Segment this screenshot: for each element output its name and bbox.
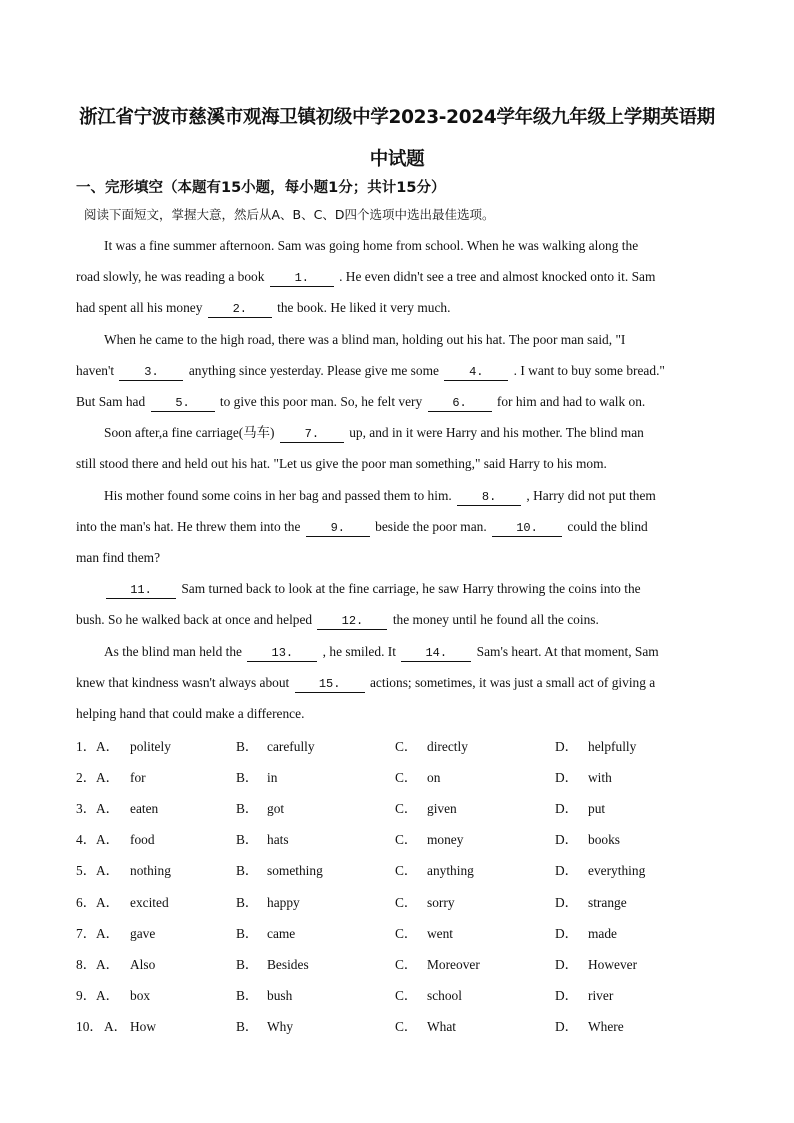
passage-text: actions; sometimes, it was just a small act of giving a	[366, 674, 656, 690]
option-letter-a: A．	[96, 987, 120, 1003]
answer-blank[interactable]: 8.	[457, 490, 521, 506]
option-letter-d: D．	[555, 832, 579, 848]
passage-line	[76, 704, 304, 724]
passage-text: Sam turned back to look at the fine carriage, he saw Harry throwing the coins into the	[178, 581, 641, 597]
option-letter-c: C．	[395, 739, 418, 754]
passage-line	[76, 454, 607, 474]
section-heading: 一、完形填空（本题有15小题，每小题1分；共计15分）	[76, 180, 446, 196]
answer-blank[interactable]: 12.	[317, 614, 387, 630]
passage-text: anything since yesterday. Please give me some	[185, 362, 443, 378]
option-b[interactable]: carefully	[267, 739, 315, 754]
option-letter-b: B．	[236, 1018, 259, 1034]
passage-text: . I want to buy some bread."	[510, 362, 665, 378]
passage-text: still stood there and held out his hat. "Let us give the poor man something," said Harry to his mom.	[76, 456, 607, 472]
question-row	[76, 985, 716, 1007]
option-a[interactable]: How	[130, 1018, 157, 1034]
passage-line	[76, 673, 655, 693]
passage-text: His mother found some coins in her bag and passed them to him.	[104, 487, 456, 503]
answer-blank[interactable]: 10.	[492, 521, 562, 537]
option-c[interactable]: money	[427, 832, 464, 848]
option-letter-d: D．	[555, 801, 579, 817]
question-row	[76, 923, 716, 945]
option-d[interactable]: river	[588, 987, 614, 1003]
answer-blank[interactable]: 14.	[401, 646, 471, 662]
option-a[interactable]: gave	[130, 925, 156, 941]
option-c[interactable]: given	[427, 801, 457, 817]
passage-line	[104, 579, 641, 599]
option-d[interactable]: books	[588, 832, 620, 848]
passage-line	[76, 610, 599, 630]
question-number: 9．	[76, 987, 97, 1003]
option-letter-b: B．	[236, 894, 259, 910]
passage-line	[76, 298, 450, 318]
option-letter-d: D．	[555, 739, 579, 754]
passage-text: , Harry did not put them	[523, 487, 656, 503]
question-number: 1．	[76, 739, 97, 754]
passage-text: into the man's hat. He threw them into the	[76, 518, 304, 534]
passage-text: beside the poor man.	[371, 518, 491, 534]
answer-blank[interactable]: 2.	[208, 302, 272, 318]
option-letter-a: A．	[96, 863, 120, 879]
option-d[interactable]: everything	[588, 863, 646, 879]
passage-text: haven't	[76, 362, 118, 378]
option-b[interactable]: hats	[267, 832, 289, 848]
answer-blank[interactable]: 4.	[444, 365, 508, 381]
question-row	[76, 1016, 716, 1038]
passage-line	[104, 330, 625, 350]
passage-text: Sam's heart. At that moment, Sam	[473, 643, 659, 659]
option-letter-a: A．	[96, 739, 120, 754]
option-c[interactable]: directly	[427, 739, 468, 754]
section-instructions: 阅读下面短文，掌握大意，然后从A、B、C、D四个选项中选出最佳选项。	[84, 207, 495, 222]
option-letter-c: C．	[395, 925, 418, 941]
option-letter-d: D．	[555, 925, 579, 941]
exam-title-line-1: 浙江省宁波市慈溪市观海卫镇初级中学2023-2024学年级九年级上学期英语期	[79, 107, 715, 128]
option-b[interactable]: Besides	[267, 956, 309, 972]
option-letter-c: C．	[395, 1018, 418, 1034]
option-b[interactable]: came	[267, 925, 296, 941]
option-letter-d: D．	[555, 863, 579, 879]
answer-blank[interactable]: 5.	[151, 396, 215, 412]
option-letter-c: C．	[395, 956, 418, 972]
option-b[interactable]: got	[267, 801, 285, 817]
passage-text: But Sam had	[76, 394, 149, 409]
answer-blank[interactable]: 9.	[306, 521, 370, 537]
option-b[interactable]: Why	[267, 1018, 294, 1034]
option-letter-b: B．	[236, 801, 259, 817]
option-b[interactable]: in	[267, 770, 278, 786]
option-letter-a: A．	[104, 1018, 128, 1034]
passage-text: could the blind	[564, 518, 648, 534]
option-c[interactable]: What	[427, 1018, 456, 1034]
passage-text: the money until he found all the coins.	[389, 612, 599, 628]
passage-line	[76, 267, 655, 287]
passage-text: . He even didn't see a tree and almost knocked onto it. Sam	[335, 269, 656, 285]
passage-text: up, and in it were Harry and his mother. The blind man	[345, 425, 644, 441]
option-letter-a: A．	[96, 770, 120, 786]
option-c[interactable]: Moreover	[427, 956, 480, 972]
option-letter-b: B．	[236, 832, 259, 848]
option-letter-d: D．	[555, 770, 579, 786]
option-letter-b: B．	[236, 925, 259, 941]
question-number: 2．	[76, 770, 97, 786]
answer-blank[interactable]: 11.	[106, 583, 176, 599]
option-letter-a: A．	[96, 956, 120, 972]
passage-text: to give this poor man. So, he felt very	[216, 394, 426, 409]
option-d[interactable]: strange	[588, 894, 627, 910]
passage-line	[104, 423, 644, 443]
passage-text: Soon after,a fine carriage(马车)	[104, 425, 278, 441]
question-number: 5．	[76, 863, 97, 879]
question-number: 3．	[76, 801, 97, 817]
question-row	[76, 860, 716, 882]
passage-text: knew that kindness wasn't always about	[76, 674, 293, 690]
answer-blank[interactable]: 3.	[119, 365, 183, 381]
option-d[interactable]: However	[588, 956, 638, 972]
passage-line	[76, 361, 665, 381]
option-b[interactable]: bush	[267, 987, 293, 1003]
option-a[interactable]: eaten	[130, 801, 159, 817]
option-letter-c: C．	[395, 987, 418, 1003]
passage-line	[76, 392, 645, 412]
answer-blank[interactable]: 6.	[428, 396, 492, 412]
answer-blank[interactable]: 7.	[280, 427, 344, 443]
option-c[interactable]: anything	[427, 863, 474, 879]
option-d[interactable]: made	[588, 925, 617, 941]
option-a[interactable]: nothing	[130, 863, 171, 879]
option-letter-c: C．	[395, 894, 418, 910]
option-a[interactable]: box	[130, 987, 151, 1003]
option-letter-b: B．	[236, 863, 259, 879]
answer-blank[interactable]: 15.	[295, 677, 365, 693]
question-row	[76, 954, 716, 976]
option-a[interactable]: food	[130, 832, 155, 848]
option-letter-d: D．	[555, 987, 579, 1003]
option-letter-b: B．	[236, 770, 259, 786]
option-letter-a: A．	[96, 894, 120, 910]
option-letter-b: B．	[236, 956, 259, 972]
passage-text: helping hand that could make a difference.	[76, 706, 305, 721]
option-b[interactable]: happy	[267, 894, 300, 910]
option-d[interactable]: put	[588, 801, 606, 817]
passage-line	[104, 236, 638, 256]
option-d[interactable]: helpfully	[588, 739, 637, 754]
question-row	[76, 829, 716, 851]
passage-text: man find them?	[76, 550, 161, 565]
option-letter-c: C．	[395, 801, 418, 817]
option-c[interactable]: on	[427, 770, 441, 786]
option-a[interactable]: Also	[130, 956, 156, 972]
passage-line	[76, 517, 648, 537]
option-letter-b: B．	[236, 739, 259, 754]
question-row	[76, 736, 716, 758]
answer-blank[interactable]: 13.	[247, 646, 317, 662]
option-b[interactable]: something	[267, 863, 323, 879]
passage-text: road slowly, he was reading a book	[76, 269, 268, 285]
option-letter-a: A．	[96, 832, 120, 848]
question-row	[76, 892, 716, 914]
passage-text: had spent all his money	[76, 300, 206, 316]
passage-line	[104, 486, 656, 506]
option-letter-d: D．	[555, 894, 579, 910]
question-number: 10．	[76, 1018, 103, 1034]
option-letter-c: C．	[395, 832, 418, 848]
question-number: 6．	[76, 894, 97, 910]
question-number: 4．	[76, 832, 97, 848]
option-a[interactable]: politely	[130, 739, 171, 754]
option-letter-a: A．	[96, 801, 120, 817]
passage-text: bush. So he walked back at once and helped	[76, 612, 316, 628]
option-c[interactable]: sorry	[427, 894, 455, 910]
passage-text: for him and had to walk on.	[493, 394, 646, 409]
option-letter-d: D．	[555, 956, 579, 972]
option-letter-c: C．	[395, 770, 418, 786]
option-letter-b: B．	[236, 987, 259, 1003]
passage-line	[76, 548, 160, 568]
passage-text: It was a fine summer afternoon. Sam was going home from school. When he was walking along the	[104, 238, 639, 253]
passage-text: the book. He liked it very much.	[273, 300, 451, 316]
option-a[interactable]: for	[130, 770, 146, 786]
question-row	[76, 798, 716, 820]
option-a[interactable]: excited	[130, 894, 169, 910]
exam-title-line-2: 中试题	[369, 149, 425, 170]
passage-text: When he came to the high road, there was a blind man, holding out his hat. The poor man said, "I	[104, 331, 626, 347]
question-row	[76, 767, 716, 789]
option-letter-c: C．	[395, 863, 418, 879]
option-c[interactable]: went	[427, 925, 454, 941]
passage-text: , he smiled. It	[319, 643, 400, 659]
option-letter-a: A．	[96, 925, 120, 941]
option-d[interactable]: Where	[588, 1018, 624, 1034]
answer-blank[interactable]: 1.	[270, 271, 334, 287]
option-c[interactable]: school	[427, 987, 462, 1003]
question-number: 8．	[76, 956, 97, 972]
passage-line	[104, 642, 659, 662]
option-d[interactable]: with	[588, 770, 612, 786]
option-letter-d: D．	[555, 1018, 579, 1034]
passage-text: As the blind man held the	[104, 643, 246, 659]
question-number: 7．	[76, 925, 97, 941]
